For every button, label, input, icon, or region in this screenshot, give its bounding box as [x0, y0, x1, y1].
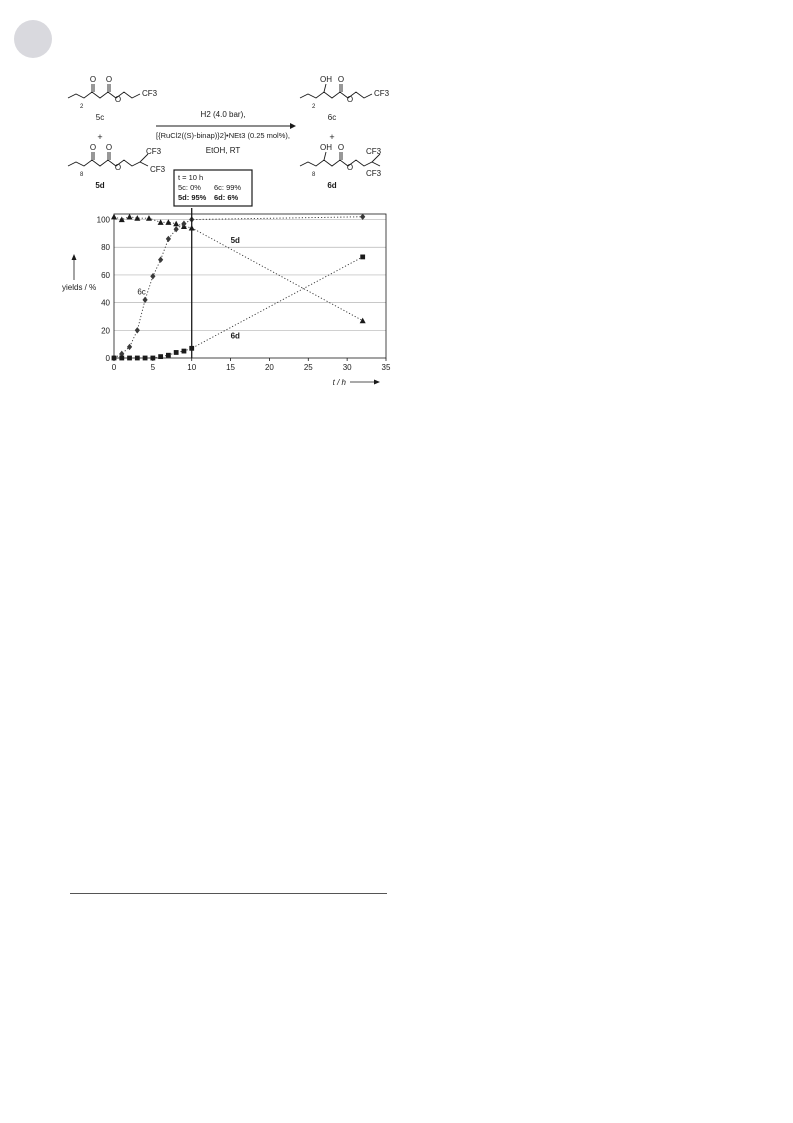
- annotation-6c: 6c: 99%: [214, 183, 242, 192]
- atom-cf3: CF3: [374, 89, 390, 98]
- data-point-6c: [174, 226, 179, 232]
- atom-oh: OH: [320, 75, 332, 84]
- compound-label-6c: 6c: [327, 113, 337, 122]
- structure-5d: [68, 160, 148, 166]
- series-line-6d: [114, 257, 363, 358]
- data-point-6d: [150, 356, 155, 361]
- x-tick-label: 5: [150, 363, 156, 372]
- condition-line-2: [{RuCl2((S)-binap)}2]•NEt3 (0.25 mol%),: [156, 131, 290, 140]
- y-tick-label: 100: [96, 215, 110, 225]
- y-tick-label: 80: [101, 243, 110, 253]
- structure-6d: [300, 160, 380, 166]
- subscript-n: 8: [80, 172, 84, 178]
- x-tick-label: 0: [111, 363, 117, 372]
- data-point-5d: [146, 215, 152, 221]
- data-point-6d: [135, 356, 140, 361]
- compound-label-5d: 5d: [95, 181, 105, 190]
- atom-o: O: [346, 163, 354, 172]
- data-point-6d: [360, 255, 365, 260]
- page-badge: [14, 20, 52, 58]
- x-axis-arrowhead: [374, 380, 380, 385]
- plus-sign: +: [329, 132, 335, 142]
- atom-cf3: CF3: [142, 89, 158, 98]
- structure-5c: [68, 92, 140, 98]
- compound-label-5c: 5c: [95, 113, 105, 122]
- atom-o: O: [114, 163, 122, 172]
- data-point-5d: [111, 214, 117, 220]
- data-point-6d: [112, 356, 117, 361]
- data-point-5d: [360, 318, 366, 324]
- data-point-6c: [135, 327, 140, 333]
- subscript-n: 2: [312, 104, 316, 110]
- annotation-6d: 6d: 6%: [214, 193, 239, 202]
- atom-o: O: [337, 75, 345, 84]
- atom-oh: OH: [320, 143, 332, 152]
- x-axis-label: t / h: [332, 378, 346, 387]
- y-tick-label: 20: [101, 326, 110, 336]
- data-point-5d: [165, 219, 171, 225]
- atom-o: O: [105, 75, 113, 84]
- data-point-5d: [127, 214, 133, 220]
- atom-o: O: [89, 143, 97, 152]
- x-tick-label: 15: [226, 363, 236, 372]
- plot-frame: [114, 214, 386, 358]
- data-point-6c: [158, 256, 163, 262]
- annotation-time: t = 10 h: [178, 173, 204, 182]
- annotation-5d: 5d: 95%: [178, 193, 207, 202]
- data-point-6d: [158, 354, 163, 359]
- atom-o: O: [105, 143, 113, 152]
- condition-line-3: EtOH, RT: [205, 146, 241, 155]
- y-tick-label: 40: [101, 298, 110, 308]
- y-tick-label: 60: [101, 270, 110, 280]
- series-label-5d: 5d: [230, 236, 240, 246]
- atom-o: O: [337, 143, 345, 152]
- compound-label-6d: 6d: [327, 181, 337, 190]
- x-tick-label: 20: [264, 363, 274, 372]
- series-label-6c: 6c: [137, 287, 146, 297]
- atom-o: O: [114, 95, 122, 104]
- footnote-rule: [70, 893, 387, 894]
- atom-cf3: CF3: [146, 147, 162, 156]
- x-tick-label: 25: [303, 363, 313, 372]
- data-point-6c: [360, 214, 365, 220]
- series-line-5d: [114, 217, 363, 321]
- data-point-6c: [142, 297, 147, 303]
- data-point-6d: [143, 356, 148, 361]
- condition-line-1: H2 (4.0 bar),: [200, 110, 246, 119]
- data-point-6c: [127, 344, 132, 350]
- data-point-6d: [174, 350, 179, 355]
- subscript-n: 8: [312, 172, 316, 178]
- series-label-6d: 6d: [230, 331, 240, 341]
- x-tick-label: 35: [381, 363, 391, 372]
- y-tick-label: 0: [105, 354, 110, 363]
- x-tick-label: 10: [187, 363, 197, 372]
- data-point-6c: [166, 236, 171, 242]
- x-tick-label: 30: [342, 363, 352, 372]
- subscript-n: 2: [80, 104, 84, 110]
- atom-cf3: CF3: [150, 165, 166, 174]
- atom-o: O: [346, 95, 354, 104]
- atom-cf3: CF3: [366, 169, 382, 178]
- annotation-5c: 5c: 0%: [178, 183, 201, 192]
- yield-vs-time-chart: [60, 168, 400, 400]
- atom-cf3: CF3: [366, 147, 382, 156]
- data-point-6d: [182, 349, 187, 354]
- y-axis-arrowhead: [72, 254, 77, 260]
- y-axis-label: yields / %: [62, 283, 97, 292]
- data-point-6d: [119, 356, 124, 361]
- atom-o: O: [89, 75, 97, 84]
- structure-6c: [300, 92, 372, 98]
- data-point-6d: [166, 353, 171, 358]
- plus-sign: +: [97, 132, 103, 142]
- data-point-6d: [127, 356, 132, 361]
- data-point-6c: [150, 273, 155, 279]
- data-point-5d: [158, 219, 164, 225]
